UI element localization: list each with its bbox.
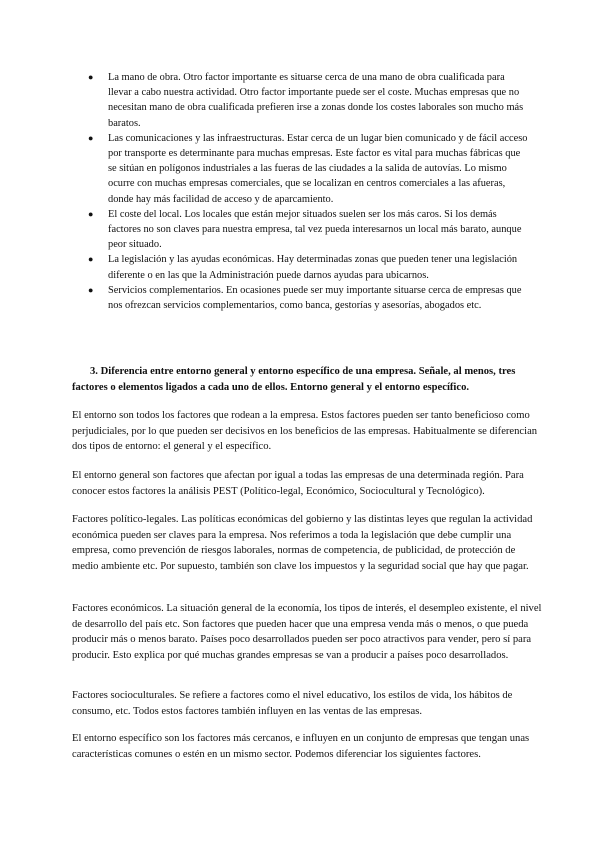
list-item xyxy=(88,131,528,207)
list-item xyxy=(88,252,528,282)
list-item xyxy=(88,70,528,131)
bullet-icon: ● xyxy=(88,254,94,265)
list-item-text: La legislación y las ayudas económicas. Hay determinadas zonas que pueden tener una legislación diferente o en las que la Administración puede darnos ayudas para ubicarnos. xyxy=(108,254,518,281)
bullet-icon: ● xyxy=(88,72,94,82)
section-title: Diferencia entre entorno general y entorno específico de una empresa. Señale, al menos, tres factores o elementos ligados a cada uno de ellos. Entorno general y el entorno específico. xyxy=(72,366,516,393)
bullet-list xyxy=(88,70,528,313)
paragraph-factores-socioculturales: Factores socioculturales. Se refiere a factores como el nivel educativo, los estilos de vida, los hábitos de consumo, etc. Todos estos factores también influyen en las ventas de las empresas. xyxy=(72,690,513,717)
section-heading xyxy=(72,364,542,395)
paragraph-entorno: El entorno son todos los factores que rodean a la empresa. Estos factores pueden ser tanto beneficioso como perjudiciales, por lo que pueden ser decisivos en los beneficios de las empresas. Habitualmente se diferencian dos tipos de entorno: el general y el específico. xyxy=(72,410,538,452)
list-item xyxy=(88,207,528,253)
paragraph-entorno-especifico: El entorno específico son los factores más cercanos, e influyen en un conjunto de empresas que tengan unas características comunes o estén en un mismo sector. Podemos diferenciar los siguientes factores. xyxy=(72,733,530,760)
list-item-text: La mano de obra. Otro factor importante es situarse cerca de una mano de obra cualificada para llevar a cabo nuestra actividad. Otro factor importante puede ser el coste. Muchas empresas que no necesitan mano de obra cualificada prefieren irse a zonas donde los costes laborales son mucho más baratos. xyxy=(108,72,524,129)
bullet-icon: ● xyxy=(88,208,94,219)
list-item xyxy=(88,283,528,313)
list-item-text: Servicios complementarios. En ocasiones puede ser muy importante situarse cerca de empresas que nos ofrezcan servicios complementarios, como banca, gestorías y asesorías, abogados etc. xyxy=(108,284,522,312)
list-item-text: Las comunicaciones y las infraestructuras. Estar cerca de un lugar bien comunicado y de fácil acceso por transporte es determinante para muchas empresas. Este factor es vital para muchas fábricas que se sitúan en polígonos industriales a las fueras de las ciudades a la salida de autovías. Lo mismo ocurre con muchas empresas comerciales, que se localizan en centros comerciales a las afueras, donde hay más facilidad de acceso y de aparcamiento. xyxy=(108,132,528,205)
bullet-icon: ● xyxy=(88,132,94,143)
section-number: 3. xyxy=(90,366,98,377)
list-item-text: El coste del local. Los locales que están mejor situados suelen ser los más caros. Si los demás factores no son claves para nuestra empresa, tal vez pueda interesarnos un local más barato, aunque peor situado. xyxy=(108,208,522,251)
paragraph-factores-politico-legales: Factores político-legales. Las políticas económicas del gobierno y las distintas leyes que regulan la actividad económica pueden ser claves para la empresa. Nos referimos a toda la legislación que debe cumplir una empresa, como prevención de riesgos laborales, normas de competencia, de publicidad, de protección de medio ambiente etc. Por supuesto, también son clave los impuestos y la seguridad social que hay que pagar. xyxy=(72,514,533,572)
bullet-icon: ● xyxy=(88,284,94,295)
paragraph-factores-economicos: Factores económicos. La situación general de la economía, los tipos de interés, el desempleo existente, el nivel de desarrollo del país etc. Son factores que pueden hacer que una empresa venda más o menos, o que pueda producir más o menos barato. Países poco desarrollados pueden ser poco atractivos para vender, pero sí para producir. Esto explica por qué muchas grandes empresas se van a producir a países poco desarrollados. xyxy=(72,603,542,661)
paragraph-entorno-general: El entorno general son factores que afectan por igual a todas las empresas de una determinada región. Para conocer estos factores la análisis PEST (Político-legal, Económico, Sociocultural y Tecnológico). xyxy=(72,470,524,497)
